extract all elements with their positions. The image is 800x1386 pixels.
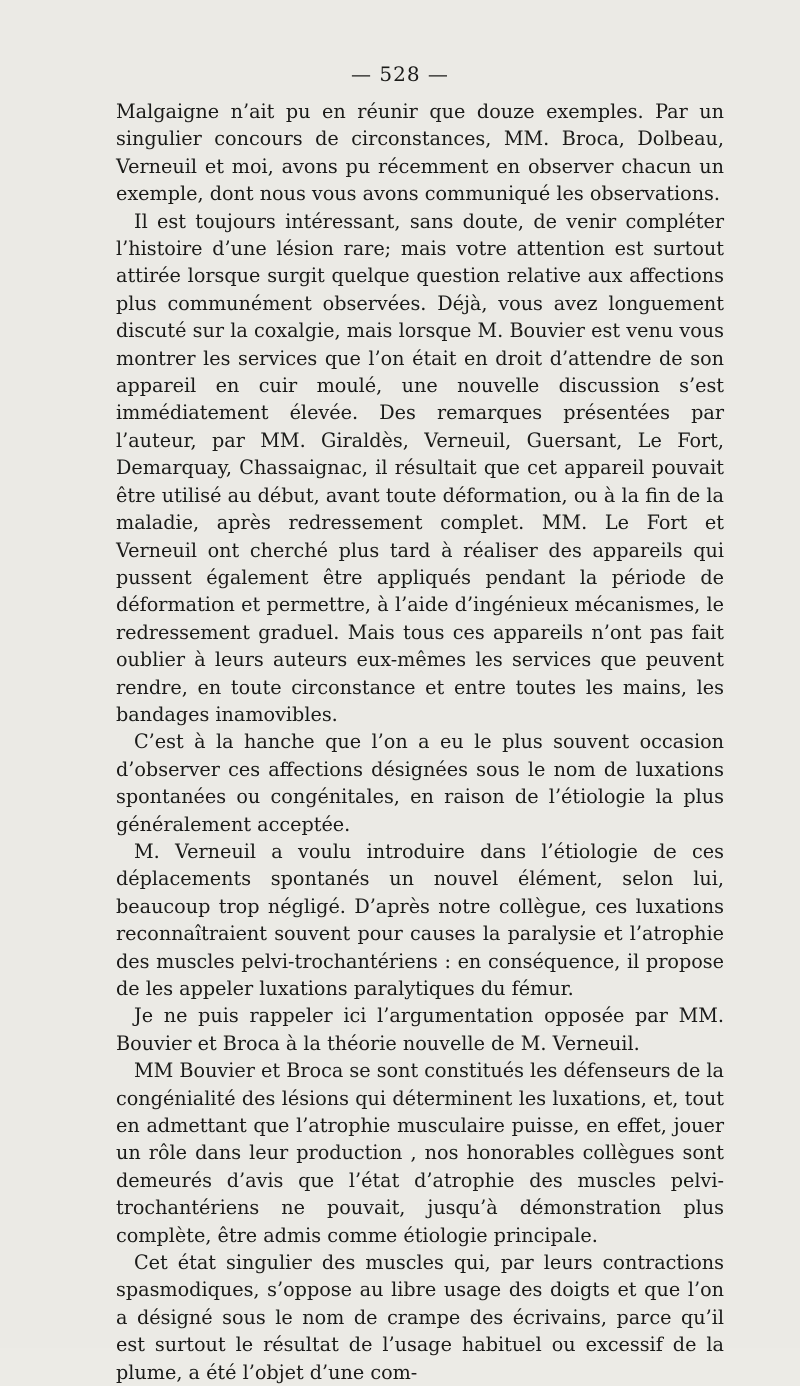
paragraph-7: Cet état singulier des muscles qui, par leurs contractions spasmodiques, s’oppose au libre usage des doigts et que l’on a désigné sous le nom de crampe des écrivains, parce qu’il est surtout le résultat de l’usage habituel ou excessif de la plume, a été l’objet d’une com- bbox=[116, 1251, 724, 1384]
paragraph-6: MM Bouvier et Broca se sont constitués les défenseurs de la congénialité des lésions qui déterminent les luxations, et, tout en admettant que l’atrophie musculaire puisse, en effet, jouer un rôle dans leur production , nos honorables collègues sont demeurés d’avis que l’état d’atrophie des muscles pelvi-trochantériens ne pouvait, jusqu’à démonstration plus complète, être admis comme étiologie principale. bbox=[116, 1059, 724, 1247]
paragraph-3: C’est à la hanche que l’on a eu le plus souvent occasion d’observer ces affections désignées sous le nom de luxations spontanées ou congénitales, en raison de l’étiologie la plus généralement acceptée. bbox=[116, 730, 724, 836]
paragraph-1: Malgaigne n’ait pu en réunir que douze exemples. Par un singulier concours de circonstances, MM. Broca, Dolbeau, Verneuil et moi, avons pu récemment en observer chacun un exemple, dont nous vous avons communiqué les observations. bbox=[116, 100, 724, 206]
page-number: — 528 — bbox=[351, 62, 449, 86]
body-text bbox=[116, 98, 724, 1386]
paragraph-5: Je ne puis rappeler ici l’argumentation opposée par MM. Bouvier et Broca à la théorie nouvelle de M. Verneuil. bbox=[116, 1004, 724, 1055]
paragraph-2: Il est toujours intéressant, sans doute, de venir compléter l’histoire d’une lésion rare; mais votre attention est surtout attirée lorsque surgit quelque question relative aux affections plus communément observées. Déjà, vous avez longuement discuté sur la coxalgie, mais lorsque M. Bouvier est venu vous montrer les services que l’on était en droit d’attendre de son appareil en cuir moulé, une nouvelle discussion s’est immédiatement élevée. Des remarques présentées par l’auteur, par MM. Giraldès, Verneuil, Guersant, Le Fort, Demarquay, Chassaignac, il résultait que cet appareil pouvait être utilisé au début, avant toute déformation, ou à la fin de la maladie, après redressement complet. MM. Le Fort et Verneuil ont cherché plus tard à réaliser des appareils qui pussent également être appliqués pendant la période de déformation et permettre, à l’aide d’ingénieux mécanismes, le redressement graduel. Mais tous ces appareils n’ont pas fait oublier à leurs auteurs eux-mêmes les services que peuvent rendre, en toute circonstance et entre toutes les mains, les bandages inamovibles. bbox=[116, 209, 724, 726]
paragraph-4: M. Verneuil a voulu introduire dans l’étiologie de ces déplacements spontanés un nouvel élément, selon lui, beaucoup trop négligé. D’après notre collègue, ces luxations reconnaîtraient souvent pour causes la paralysie et l’atrophie des muscles pelvi-trochantériens : en conséquence, il propose de les appeler luxations paralytiques du fémur. bbox=[116, 839, 724, 1000]
